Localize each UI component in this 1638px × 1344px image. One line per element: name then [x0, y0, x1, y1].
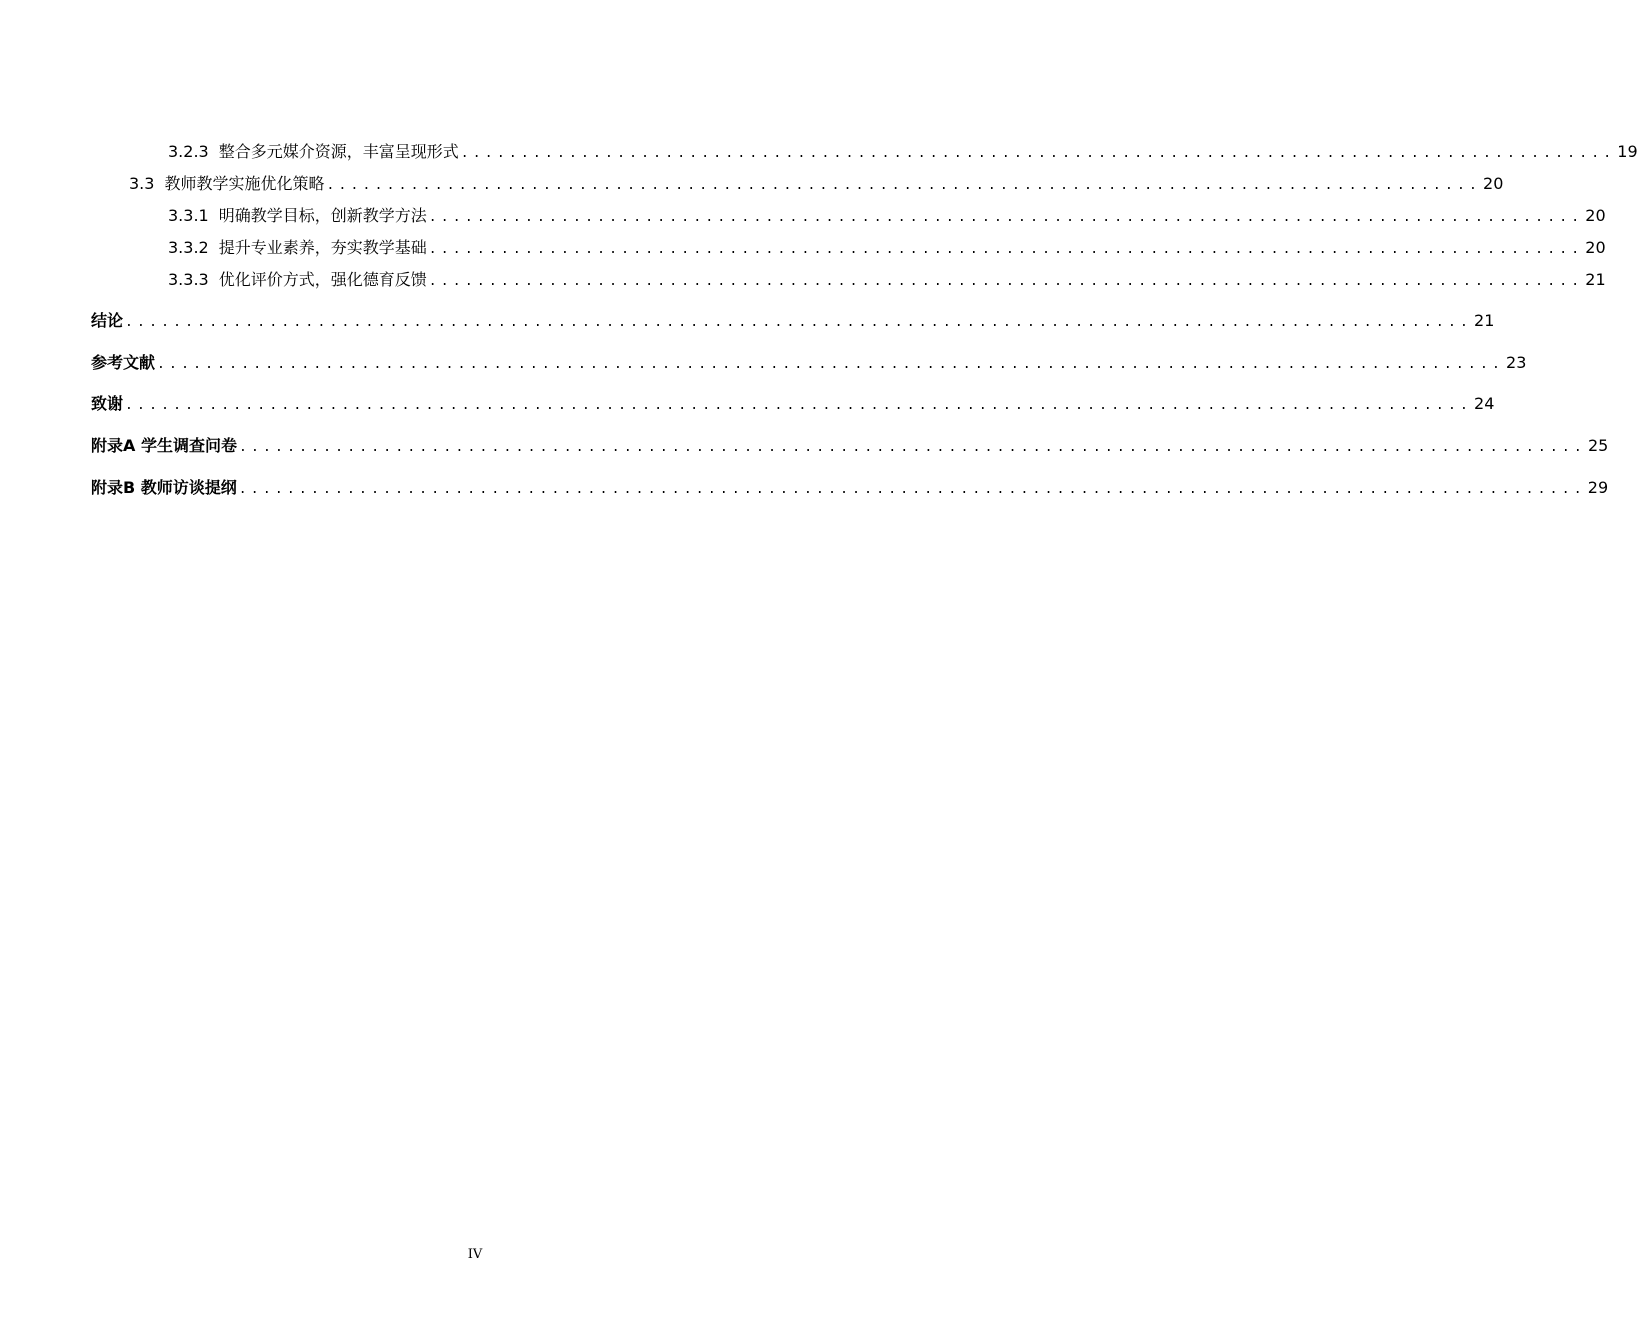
toc-entry-page: 20 [1483, 174, 1504, 193]
dot-leader: ................................................................................................ [428, 210, 1584, 225]
toc-entry-title: 教师教学实施优化策略 [164, 174, 325, 193]
dot-leader: ................................................................................................................ [125, 315, 1473, 330]
page-number-footer: IV [467, 1247, 483, 1262]
toc-entry-title: 提升专业素养，夯实教学基础 [218, 238, 427, 257]
toc-entry-3-3[interactable] [129, 173, 1504, 197]
toc-entry-number: 3.3 [129, 174, 155, 193]
dot-leader: ................................................................................................................ [238, 440, 1586, 455]
dot-leader: ................................................................................................................ [238, 482, 1586, 497]
toc-entry-title: 附录B 教师访谈提纲 [91, 478, 237, 497]
toc-entry-page: 21 [1474, 311, 1495, 330]
toc-entry-page: 24 [1474, 394, 1495, 413]
dot-leader: ................................................................................................................ [157, 357, 1505, 372]
toc-entry-number: 3.3.2 [168, 238, 209, 257]
toc-entry-conclusion[interactable] [91, 310, 1495, 334]
toc-entry-page: 23 [1506, 353, 1527, 372]
toc-entry-number: 3.3.1 [168, 206, 209, 225]
toc-entry-page: 21 [1585, 270, 1606, 289]
toc-entry-3-3-2[interactable] [168, 237, 1606, 261]
table-of-contents [0, 0, 1638, 520]
toc-entry-title: 致谢 [91, 394, 124, 413]
toc-entry-title: 附录A 学生调查问卷 [91, 436, 237, 455]
toc-entry-page: 29 [1587, 478, 1609, 497]
dot-leader: ................................................................................................ [428, 242, 1584, 257]
dot-leader: ................................................................................................................ [125, 398, 1473, 413]
toc-entry-acknowledgements[interactable] [91, 393, 1495, 417]
toc-entry-title: 整合多元媒介资源，丰富呈现形式 [218, 142, 459, 161]
toc-entry-number: 3.3.3 [168, 270, 209, 289]
toc-entry-3-3-1[interactable] [168, 205, 1606, 229]
toc-entry-page: 25 [1587, 436, 1609, 455]
toc-entry-3-2-3[interactable] [168, 141, 1638, 165]
toc-entry-page: 20 [1585, 238, 1606, 257]
toc-entry-title: 明确教学目标，创新教学方法 [218, 206, 427, 225]
toc-entry-title: 参考文献 [91, 353, 156, 372]
toc-entry-number: 3.2.3 [168, 142, 209, 161]
toc-entry-page: 20 [1585, 206, 1606, 225]
toc-entry-references[interactable] [91, 352, 1527, 376]
toc-entry-title: 结论 [91, 311, 124, 330]
toc-entry-page: 19 [1617, 142, 1638, 161]
dot-leader: ................................................................................................ [460, 146, 1616, 161]
toc-entry-3-3-3[interactable] [168, 269, 1606, 293]
dot-leader: ................................................................................................ [326, 178, 1482, 193]
toc-entry-title: 优化评价方式，强化德育反馈 [218, 270, 427, 289]
toc-entry-appendix-a[interactable] [91, 435, 1609, 459]
dot-leader: ................................................................................................ [428, 274, 1584, 289]
toc-entry-appendix-b[interactable] [91, 477, 1609, 501]
